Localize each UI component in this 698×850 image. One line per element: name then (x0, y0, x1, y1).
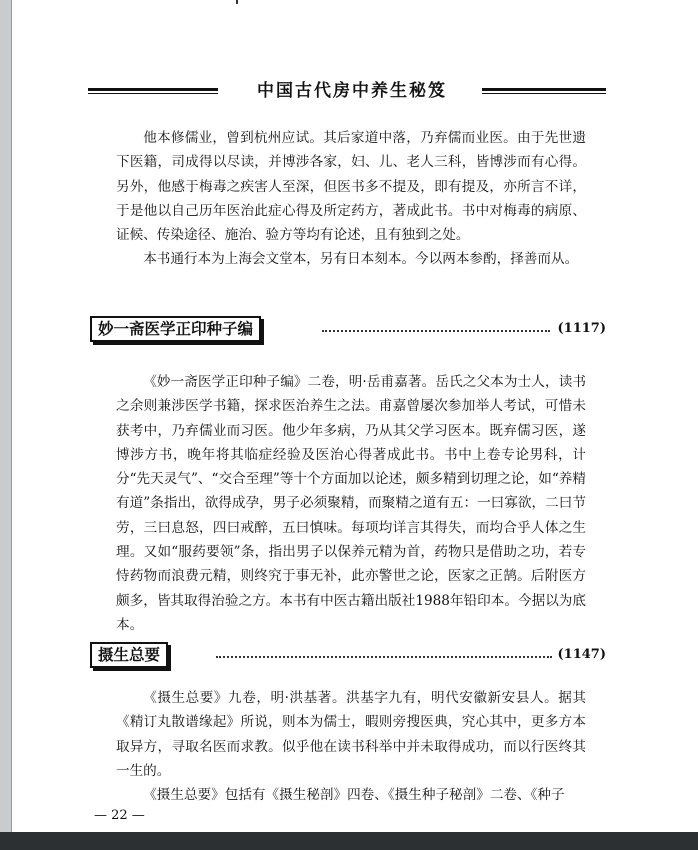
header-rule-left-thin (88, 93, 218, 94)
paragraph: 《摄生总要》九卷，明·洪基著。洪基字九有，明代安徽新安县人。据其《精订丸散谱缘起》所说，则本为儒士，暇则旁搜医典，究心其中，更多方本取异方，寻取名医而求教。似乎他在读书科举中并未取得成功，而以行医终其一生的。 (116, 690, 586, 779)
header-rule-right (482, 88, 606, 91)
section-heading-1 (90, 316, 606, 342)
running-header (88, 80, 606, 104)
section-heading-2 (90, 642, 606, 668)
section-page-ref: (1147) (557, 647, 606, 662)
header-rule-right-thin (482, 93, 606, 94)
section-page-ref: (1117) (557, 321, 606, 336)
paragraph: 本书通行本为上海会文堂本，另有日本刻本。今以两本参酌，择善而从。 (143, 251, 579, 268)
leader-dots (322, 330, 550, 332)
paragraph: 他本修儒业，曾到杭州应试。其后家道中落，乃弃儒而业医。由于先世遗下医籍，司成得以尽读，并博涉各家，妇、儿、老人三科，皆博涉而有心得。另外，他感于梅毒之疾害人至深，但医书多不提及，即有提及，亦所言不详，于是他以自己历年医治此症心得及所定药方，著成此书。书中对梅毒的病原、证候、传染途径、施治、验方等均有论述，且有独到之处。 (116, 130, 586, 244)
page-number: — 22 — (94, 808, 145, 823)
section-title: 妙一斋医学正印种子编 (90, 316, 261, 342)
viewer-left-edge (0, 0, 12, 850)
intro-text (116, 126, 586, 272)
paragraph: 《妙一斋医学正印种子编》二卷，明·岳甫嘉著。岳氏之父本为士人，读书之余则兼涉医学书籍，探求医治养生之法。甫嘉曾屡次参加举人考试，可惜未获考中，乃弃儒业而习医。他少年多病，乃从其父学习医本。既弃儒习医，遂博涉方书，晚年将其临症经验及医治心得著成此书。书中上卷专论男科，计分“先天灵气”、“交合至理”等十个方面加以论述，颇多精到切理之论，如“养精有道”条指出，欲得成孕，男子必须聚精，而聚精之道有五：一曰寡欲，二曰节劳，三曰息怒，四曰戒醉，五曰慎味。每项均详言其得失，而均合乎人体之生理。又如“服药要领”条，指出男子以保养元精为首，药物只是借助之功，若专恃药物而浪费元精，则终究于事无补，此亦警世之论，医家之正鹄。后附医方颇多，皆其取得治验之方。本书有中医古籍出版社1988年铅印本。今据以为底本。 (116, 374, 586, 633)
section1-text (116, 370, 586, 637)
paragraph: 《摄生总要》包括有《摄生秘剖》四卷、《摄生种子秘剖》二卷、《种子 (143, 787, 565, 804)
section2-text (116, 686, 586, 807)
header-title: 中国古代房中养生秘笈 (257, 81, 447, 101)
section-title: 摄生总要 (90, 642, 168, 668)
viewer-bottom-bar (0, 832, 698, 850)
header-rule-left (88, 88, 218, 91)
leader-dots (216, 656, 552, 658)
scan-mark (236, 0, 238, 4)
